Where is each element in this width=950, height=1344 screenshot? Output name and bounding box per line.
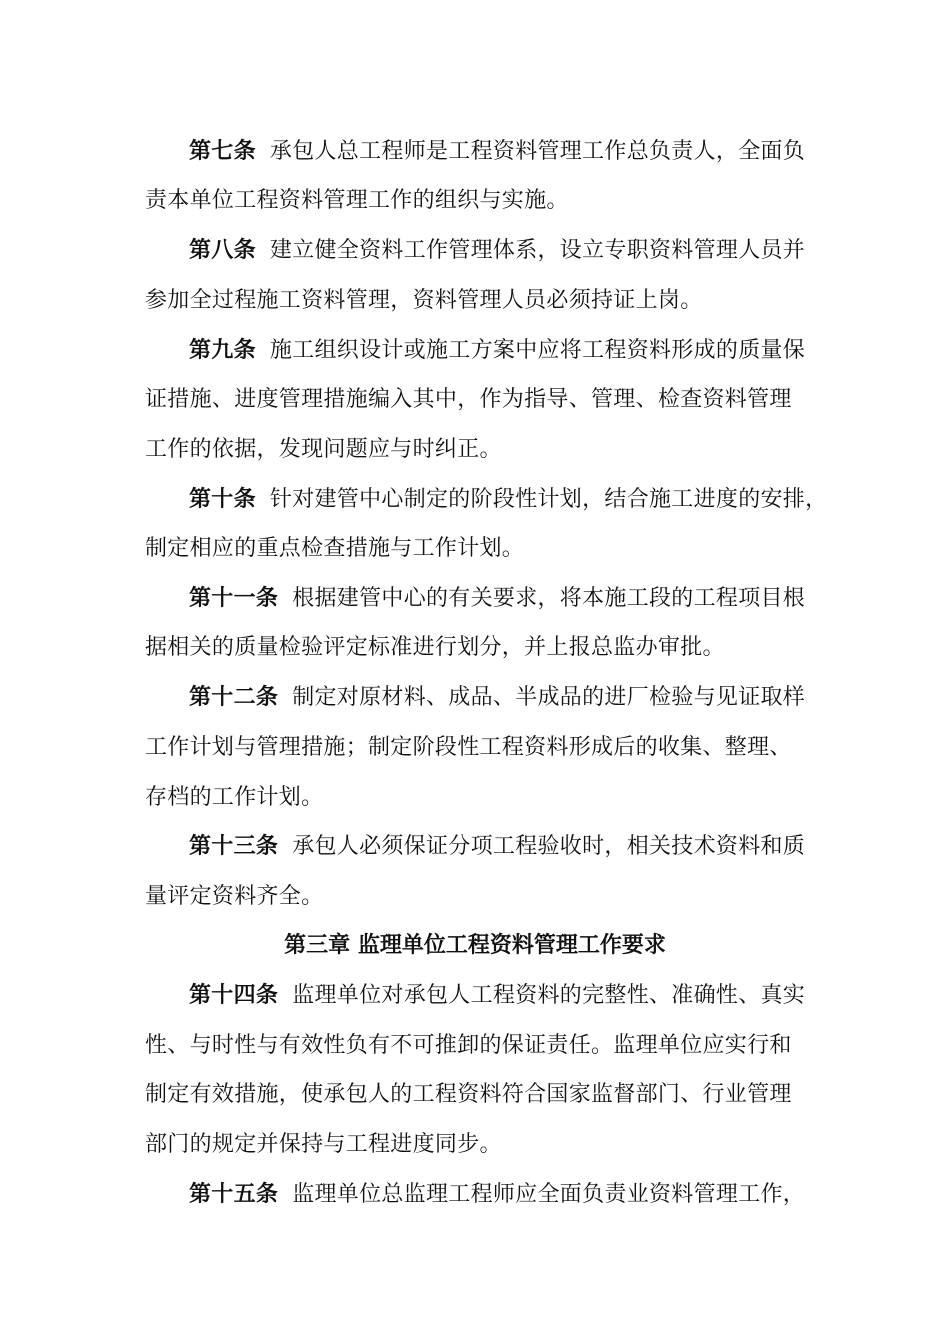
article-7-label: 第七条	[189, 139, 256, 164]
article-13-text-2: 量评定资料齐全。	[145, 884, 324, 909]
article-9-text-1: 施工组织设计或施工方案中应将工程资料形成的质量保	[269, 338, 806, 363]
article-9-text-2: 证措施、进度管理措施编入其中，作为指导、管理、检查资料管理	[145, 387, 792, 412]
article-8-text-1: 建立健全资料工作管理体系，设立专职资料管理人员并	[269, 238, 806, 263]
article-11-label: 第十一条	[189, 586, 279, 611]
article-7-text-1: 承包人总工程师是工程资料管理工作总负责人，全面负	[269, 139, 806, 164]
article-11-first-line	[189, 584, 805, 614]
article-14-text-1: 监理单位对承包人工程资料的完整性、准确性、真实	[292, 983, 806, 1008]
article-12-text-1: 制定对原材料、成品、半成品的进厂检验与见证取样	[292, 685, 806, 710]
article-12-first-line	[189, 683, 805, 713]
article-15-text-1: 监理单位总监理工程师应全面负责业资料管理工作，	[292, 1182, 806, 1207]
article-10-label: 第十条	[189, 487, 256, 512]
chapter-heading: 第三章 监理单位工程资料管理工作要求	[284, 933, 666, 958]
article-14-text-2: 性、与时性与有效性负有不可推卸的保证责任。监理单位应实行和	[145, 1033, 792, 1058]
article-12-text-2: 工作计划与管理措施；制定阶段性工程资料形成后的收集、整理、	[145, 735, 792, 760]
article-14-label: 第十四条	[189, 983, 279, 1008]
article-11-text-2: 据相关的质量检验评定标准进行划分，并上报总监办审批。	[145, 635, 725, 660]
article-15-first-line	[189, 1180, 805, 1210]
article-7-first-line	[189, 137, 805, 167]
article-14-text-4: 部门的规定并保持与工程进度同步。	[145, 1132, 502, 1157]
article-9-first-line	[189, 336, 805, 366]
article-11-text-1: 根据建管中心的有关要求，将本施工段的工程项目根	[292, 586, 806, 611]
article-12-label: 第十二条	[189, 685, 279, 710]
article-13-text-1: 承包人必须保证分项工程验收时，相关技术资料和质	[292, 834, 806, 859]
article-12-text-3: 存档的工作计划。	[145, 785, 324, 810]
article-10-text-1: 针对建管中心制定的阶段性计划，结合施工进度的安排，	[269, 487, 828, 512]
article-9-label: 第九条	[189, 338, 256, 363]
article-8-label: 第八条	[189, 238, 256, 263]
article-8-first-line	[189, 236, 805, 266]
article-7-text-2: 责本单位工程资料管理工作的组织与实施。	[145, 188, 569, 213]
article-14-text-3: 制定有效措施，使承包人的工程资料符合国家监督部门、行业管理	[145, 1082, 792, 1107]
article-10-first-line	[189, 485, 827, 515]
article-15-label: 第十五条	[189, 1182, 279, 1207]
article-9-text-3: 工作的依据，发现问题应与时纠正。	[145, 437, 502, 462]
article-13-label: 第十三条	[189, 834, 279, 859]
article-13-first-line	[189, 832, 805, 862]
article-10-text-2: 制定相应的重点检查措施与工作计划。	[145, 536, 525, 561]
article-14-first-line	[189, 981, 805, 1011]
article-8-text-2: 参加全过程施工资料管理，资料管理人员必须持证上岗。	[145, 288, 703, 313]
